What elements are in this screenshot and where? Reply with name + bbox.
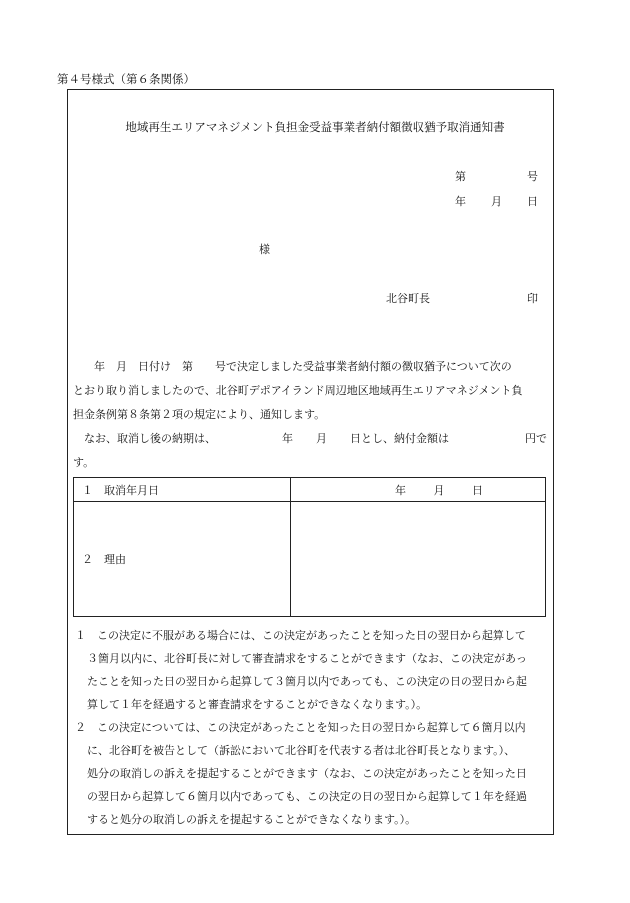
doc-number-go: 号 bbox=[527, 170, 538, 183]
table-row bbox=[74, 478, 546, 502]
cancel-date-year: 年 bbox=[395, 483, 406, 497]
seal-mark: 印 bbox=[527, 292, 538, 305]
reason-label: ２ 理由 bbox=[74, 502, 291, 617]
date-day: 日 bbox=[527, 195, 538, 208]
issuer-title: 北谷町長 bbox=[386, 292, 430, 305]
body-line-4-end: 円で bbox=[525, 432, 547, 445]
cancel-date-month: 月 bbox=[433, 483, 445, 497]
cancel-date-day: 日 bbox=[472, 483, 483, 497]
cancel-date-value bbox=[291, 478, 546, 502]
body-line-5: す。 bbox=[73, 456, 95, 469]
form-number: 第４号様式（第６条関係） bbox=[57, 72, 195, 86]
note-1-line-3: たことを知った日の翌日から起算して３箇月以内であっても、この決定の日の翌日から起 bbox=[87, 675, 527, 688]
date-year: 年 bbox=[455, 195, 466, 208]
date-month: 月 bbox=[491, 195, 502, 208]
note-2-line-1: ２ この決定については、この決定があったことを知った日の翌日から起算して６箇月以内 bbox=[75, 721, 526, 734]
body-line-2: とおり取り消しましたので、北谷町デポアイランド周辺地区地域再生エリアマネジメント負 bbox=[73, 384, 523, 397]
body-line-4-start: なお、取消し後の納期は、 bbox=[84, 432, 216, 445]
note-1-line-4: 算して１年を経過すると審査請求をすることができなくなります。）。 bbox=[87, 698, 428, 711]
reason-value bbox=[291, 502, 546, 617]
cancellation-table bbox=[73, 477, 546, 617]
body-line-4-month: 月 bbox=[316, 432, 327, 445]
body-line-3: 担金条例第８条第２項の規定により、通知します。 bbox=[73, 408, 326, 421]
note-2-line-2: に、北谷町を被告として（訴訟において北谷町を代表する者は北谷町長となります。）、 bbox=[87, 744, 516, 757]
document-title: 地域再生エリアマネジメント負担金受益事業者納付額徴収猶予取消通知書 bbox=[125, 120, 505, 134]
note-2-line-4: の翌日から起算して６箇月以内であっても、この決定の日の翌日から起算して１年を経過 bbox=[87, 790, 527, 803]
note-1-line-1: １ この決定に不服がある場合には、この決定があったことを知った日の翌日から起算して bbox=[75, 629, 526, 642]
body-line-4-mid: 日とし、納付金額は bbox=[350, 432, 449, 445]
body-line-1: 年 月 日付け 第 号で決定しました受益事業者納付額の徴収猶予について次の bbox=[94, 360, 512, 373]
note-2-line-5: すると処分の取消しの訴えを提起することができなくなります。）。 bbox=[87, 813, 417, 826]
note-1-line-2: ３箇月以内に、北谷町長に対して審査請求をすることができます（なお、この決定があっ bbox=[87, 652, 527, 665]
body-line-4-year: 年 bbox=[282, 432, 293, 445]
addressee-suffix: 様 bbox=[259, 243, 270, 256]
note-2-line-3: 処分の取消しの訴えを提起することができます（なお、この決定があったことを知った日 bbox=[87, 767, 527, 780]
doc-number-dai: 第 bbox=[455, 170, 466, 183]
cancel-date-label: １ 取消年月日 bbox=[74, 478, 291, 502]
table-row bbox=[74, 502, 546, 617]
